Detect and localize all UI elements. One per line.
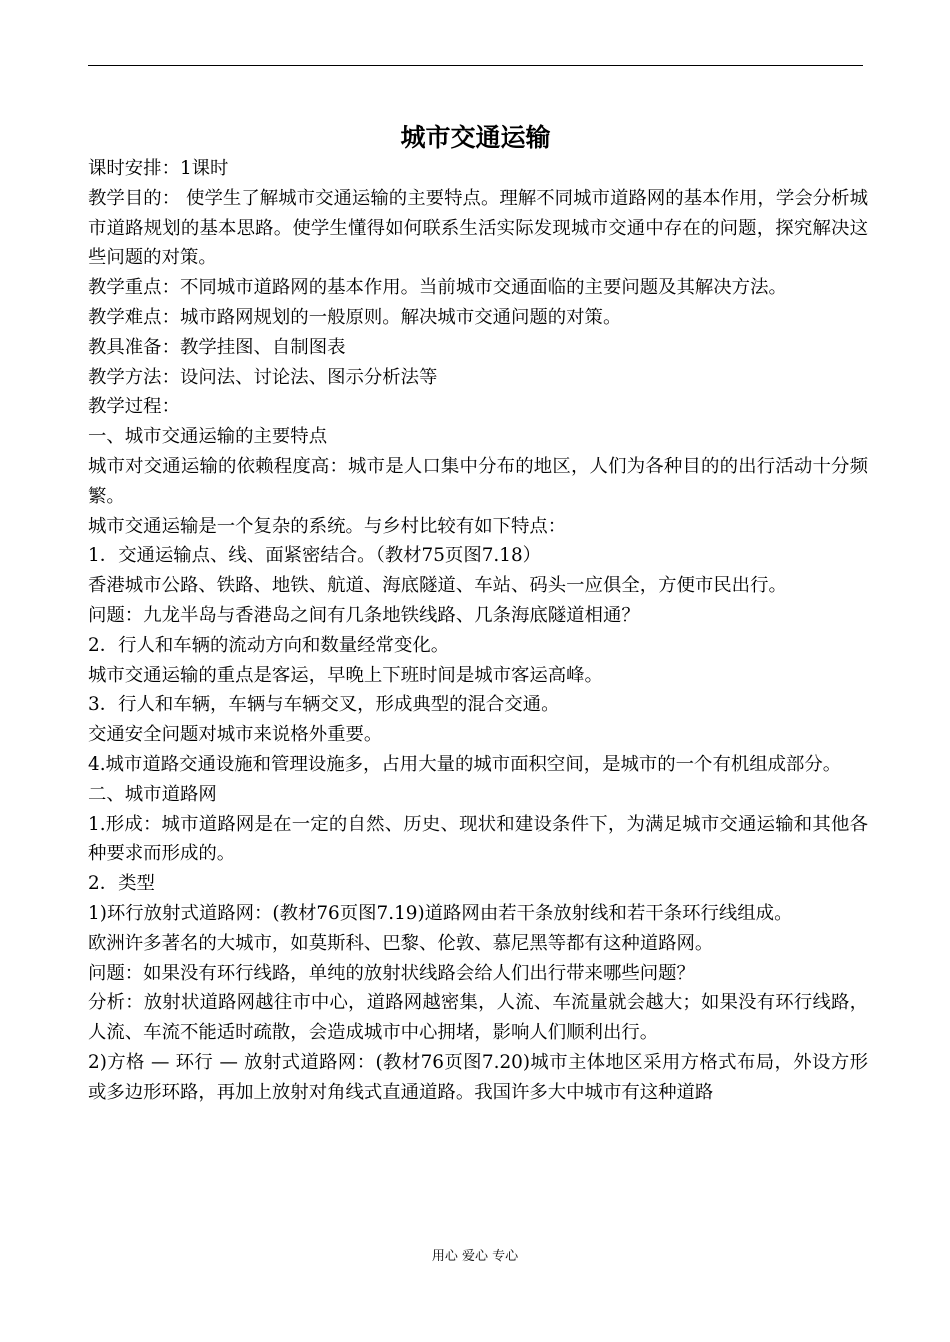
paragraph: 交通安全问题对城市来说格外重要。 <box>88 724 383 746</box>
document-title: 城市交通运输 <box>400 123 551 152</box>
list-item: 1)环行放射式道路网：(教材76页图7.19)道路网由若干条放射线和若干条环行线组成。 <box>88 902 793 924</box>
paragraph: 香港城市公路、铁路、地铁、航道、海底隧道、车站、码头一应俱全，方便市民出行。 <box>88 575 787 597</box>
paragraph-difficulties: 教学难点：城市路网规划的一般原则。解决城市交通问题的对策。 <box>88 306 622 328</box>
document-body <box>88 154 868 1108</box>
paragraph-methods: 教学方法：设问法、讨论法、图示分析法等 <box>88 366 438 388</box>
paragraph-objectives: 教学目的： 使学生了解城市交通运输的主要特点。理解不同城市道路网的基本作用，学会分析城市道路规划的基本思路。使学生懂得如何联系生活实际发现城市交通中存在的问题，探究解决这些问题的对策。 <box>88 187 868 269</box>
paragraph-question: 问题：九龙半岛与香港岛之间有几条地铁线路、几条海底隧道相通？ <box>88 604 640 626</box>
paragraph-schedule: 课时安排：1课时 <box>88 158 229 179</box>
list-item: 2．类型 <box>88 873 155 895</box>
list-item: 3．行人和车辆，车辆与车辆交叉，形成典型的混合交通。 <box>88 694 560 716</box>
list-item: 2．行人和车辆的流动方向和数量经常变化。 <box>88 634 450 656</box>
paragraph-materials: 教具准备：教学挂图、自制图表 <box>88 336 346 358</box>
paragraph: 城市交通运输是一个复杂的系统。与乡村比较有如下特点： <box>88 515 567 537</box>
paragraph-question: 问题：如果没有环行线路，单纯的放射状线路会给人们出行带来哪些问题？ <box>88 962 695 984</box>
paragraph-key-points: 教学重点：不同城市道路网的基本作用。当前城市交通面临的主要问题及其解决方法。 <box>88 277 787 299</box>
section-heading-2: 二、城市道路网 <box>88 783 217 805</box>
list-item: 1.形成：城市道路网是在一定的自然、历史、现状和建设条件下，为满足城市交通运输和其他各种要求而形成的。 <box>88 813 868 865</box>
list-item: 2)方格 — 环行 — 放射式道路网：(教材76页图7.20)城市主体地区采用方格式布局，外设方形或多边形环路，再加上放射对角线式直通道路。我国许多大中城市有这种道路 <box>88 1051 868 1103</box>
paragraph: 城市交通运输的重点是客运，早晚上下班时间是城市客运高峰。 <box>88 664 603 686</box>
paragraph-analysis: 分析：放射状道路网越往市中心，道路网越密集，人流、车流量就会越大；如果没有环行线路，人流、车流不能适时疏散，会造成城市中心拥堵，影响人们顺利出行。 <box>88 992 868 1044</box>
list-item: 1．交通运输点、线、面紧密结合。（教材75页图7.18） <box>88 545 542 567</box>
paragraph: 城市对交通运输的依赖程度高：城市是人口集中分布的地区，人们为各种目的的出行活动十分频繁。 <box>88 455 868 507</box>
list-item: 4.城市道路交通设施和管理设施多，占用大量的城市面积空间，是城市的一个有机组成部分。 <box>88 753 842 775</box>
page-footer: 用心 爱心 专心 <box>431 1249 519 1264</box>
section-heading-1: 一、城市交通运输的主要特点 <box>88 426 328 448</box>
paragraph: 欧洲许多著名的大城市，如莫斯科、巴黎、伦敦、慕尼黑等都有这种道路网。 <box>88 932 714 954</box>
header-rule <box>88 65 863 66</box>
paragraph-process: 教学过程： <box>88 396 180 418</box>
